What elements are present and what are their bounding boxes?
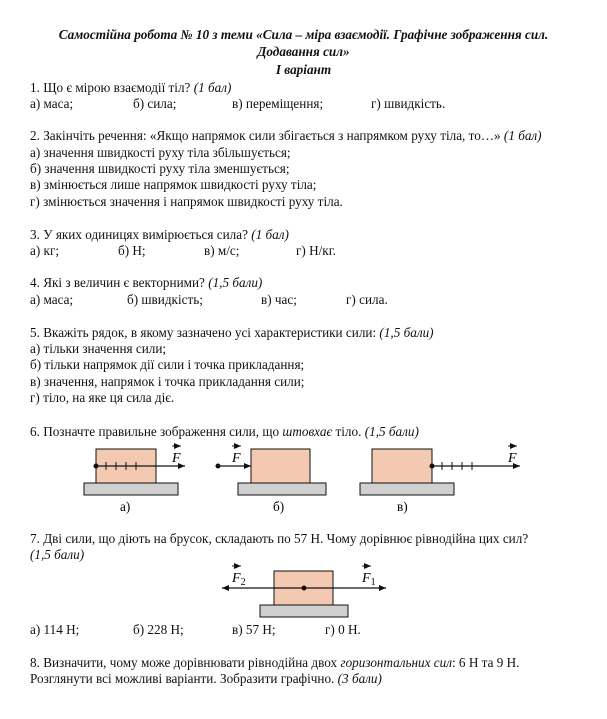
question-2-text: 2. Закінчіть речення: «Якщо напрямок сили збігається з напрямком руху тіла, то…» xyxy=(30,128,501,143)
question-4-text: 4. Які з величин є векторними? xyxy=(30,275,205,290)
q3-option-d: г) Н/кг. xyxy=(296,243,336,258)
figure-b-block xyxy=(251,449,310,483)
q7-application-point xyxy=(302,586,307,591)
figure-c-application-point xyxy=(430,464,435,469)
q1-option-c: в) переміщення; xyxy=(232,96,324,111)
question-3-points: (1 бал) xyxy=(251,227,289,242)
figure-b-caption: б) xyxy=(273,499,285,514)
q2-option-a: а) значення швидкості руху тіла збільшується; xyxy=(30,145,291,160)
question-6-text-before: 6. Позначте правильне зображення сили, що xyxy=(30,424,283,439)
question-1 xyxy=(30,80,231,96)
figure-a-force-label: F xyxy=(172,451,181,466)
question-8 xyxy=(30,655,519,671)
q7-ground xyxy=(260,605,348,617)
question-3 xyxy=(30,227,289,243)
q3-option-b: б) Н; xyxy=(118,243,146,258)
q3-option-a: а) кг; xyxy=(30,243,60,258)
q1-option-b: б) сила; xyxy=(133,96,177,111)
figure-c-ground xyxy=(360,483,454,495)
q6-figures xyxy=(0,438,607,518)
figure-c-block xyxy=(372,449,432,483)
q4-option-a: а) маса; xyxy=(30,292,74,307)
q4-option-b: б) швидкість; xyxy=(127,292,203,307)
question-2-points: (1 бал) xyxy=(503,128,542,143)
question-6-text-emphasis: штовхає xyxy=(282,424,333,439)
figure-a-caption: а) xyxy=(120,499,131,514)
question-1-text: 1. Що є мірою взаємодії тіл? xyxy=(30,80,191,95)
q4-option-d: г) сила. xyxy=(346,292,388,307)
figure-b xyxy=(216,446,327,514)
question-8-points: (3 бали) xyxy=(337,671,382,686)
question-5-text: 5. Вкажіть рядок, в якому зазначено усі характеристики сили: xyxy=(30,325,377,340)
question-8-text-emphasis: горизонтальних сил xyxy=(340,655,452,670)
q7-option-d: г) 0 Н. xyxy=(325,622,361,637)
q2-option-b: б) значення швидкості руху тіла зменшується; xyxy=(30,161,290,176)
question-4 xyxy=(30,275,262,291)
q5-option-a: а) тільки значення сили; xyxy=(30,341,167,356)
question-8-text-before: 8. Визначити, чому може дорівнювати рівнодійна двох xyxy=(30,655,341,670)
figure-c-caption: в) xyxy=(397,499,408,514)
question-6-points: (1,5 бали) xyxy=(364,424,419,439)
question-5 xyxy=(30,325,434,341)
q2-option-d: г) змінюється значення і напрямок швидкості руху тіла. xyxy=(30,194,343,209)
q1-option-d: г) швидкість. xyxy=(371,96,446,111)
question-3-text: 3. У яких одиницях вимірюється сила? xyxy=(30,227,248,242)
q7-force-2-label: $F_2$ xyxy=(232,571,246,588)
question-8-line-2 xyxy=(30,671,382,687)
figure-b-ground xyxy=(238,483,326,495)
question-2 xyxy=(30,128,542,144)
q5-option-d: г) тіло, на яке ця сила діє. xyxy=(30,390,175,405)
question-6-text-after: тіло. xyxy=(332,424,362,439)
q2-option-c: в) змінюється лише напрямок швидкості руху тіла; xyxy=(30,177,317,192)
q7-option-a: а) 114 Н; xyxy=(30,622,80,637)
q1-option-a: а) маса; xyxy=(30,96,74,111)
question-7-text: 7. Дві сили, що діють на брусок, складають по 57 Н. Чому дорівнює рівнодійна цих сил? xyxy=(30,531,529,546)
question-1-points: (1 бал) xyxy=(193,80,232,95)
q7-figure xyxy=(0,560,607,622)
question-4-points: (1,5 бали) xyxy=(208,275,263,290)
figure-b-application-point xyxy=(216,464,221,469)
figure-a-application-point xyxy=(94,464,99,469)
header-line-2: Додавання сил» xyxy=(257,44,350,59)
figure-a-ground xyxy=(84,483,178,495)
q7-option-b: б) 228 Н; xyxy=(133,622,184,637)
q7-force-1-label: $F_1$ xyxy=(362,571,376,588)
variant-label: І варіант xyxy=(275,62,332,77)
q4-option-c: в) час; xyxy=(261,292,297,307)
header-line-1: Самостійна робота № 10 з теми «Сила – міра взаємодії. Графічне зображення сил. xyxy=(58,27,549,42)
figure-a xyxy=(84,446,185,514)
figure-c-force-label: F xyxy=(508,451,517,466)
question-7 xyxy=(30,531,528,547)
q5-option-c: в) значення, напрямок і точка прикладання сили; xyxy=(30,374,305,389)
question-8-text-after: : 6 Н та 9 Н. xyxy=(451,655,520,670)
question-8-text-line-2: Розглянути всі можливі варіанти. Зобразити графічно. xyxy=(30,671,335,686)
figure-c xyxy=(360,446,520,514)
question-5-points: (1,5 бали) xyxy=(379,325,434,340)
q5-option-b: б) тільки напрямок дії сили і точка прикладання; xyxy=(30,357,305,372)
q7-option-c: в) 57 Н; xyxy=(232,622,276,637)
question-7-points: (1,5 бали) xyxy=(30,547,85,562)
q3-option-c: в) м/с; xyxy=(204,243,240,258)
figure-b-force-label: F xyxy=(232,451,241,466)
